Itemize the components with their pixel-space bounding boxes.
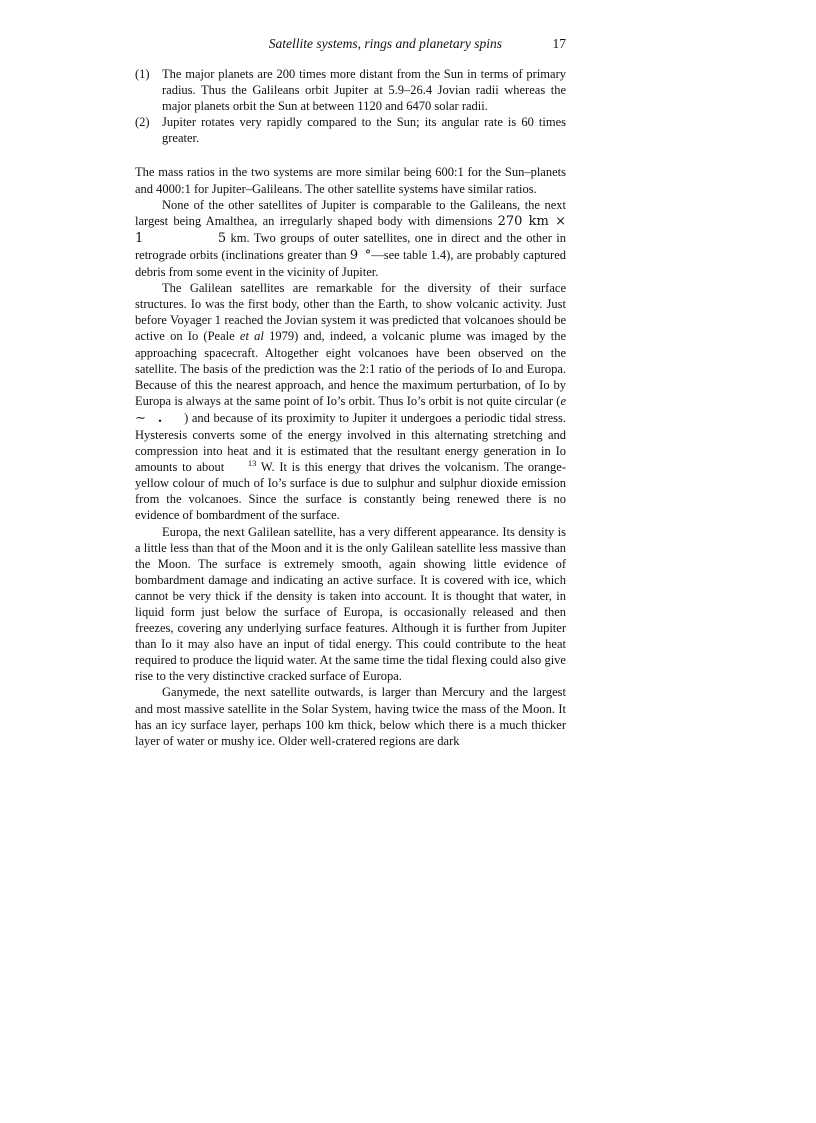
math-dimensions: 270 km ×	[497, 213, 566, 229]
paragraph-ganymede: Ganymede, the next satellite outwards, is larger than Mercury and the largest and most massive satellite in the Solar System, having twice the mass of the Moon. It has an icy surface layer, perhaps 100 km thick, below which there is a much thicker layer of water or mushy ice. Older well-cratered regions are dark	[135, 685, 566, 748]
list-marker: (2)	[135, 115, 150, 130]
page-number: 17	[552, 36, 566, 51]
p2-text-c: —see table 1.4), are probably captured debris from some event in the vicinity of Jupiter.	[135, 247, 567, 280]
p3-text-b: 1979) and, indeed, a volcanic plume was imaged by the approaching spacecraft. Altogether eight volcanoes have been observed on the satellite. The basis of the prediction was the 2:1 ratio of the periods of Io and Europa. Because of this the nearest approach, and hence the maximum perturbation, of Io by Europa is always at the same point of Io’s orbit. Thus Io’s orbit is not quite circular (	[135, 329, 567, 408]
citation-et-al: et al	[239, 329, 264, 344]
math-degree: °	[364, 247, 372, 263]
list-marker: (1)	[135, 67, 150, 81]
math-one: 1	[135, 230, 144, 246]
paragraph-io	[135, 280, 566, 523]
p3-text-c: ) and because of its proximity to Jupiter it undergoes a periodic tidal stress. Hysteresis converts some of the energy involved in this alternating stretching and compression into heat and it is estimated that the resultant energy generation in Io amounts to about	[135, 410, 566, 475]
running-header	[135, 34, 566, 54]
list-item-text: The major planets are 200 times more distant from the Sun in terms of primary radius. Thus the Galileans orbit Jupiter at 5.9–26.4 Jovian radii whereas the major planets orbit the Sun at between 1120 and 6470 solar radii.	[162, 67, 566, 114]
math-nine: 9	[349, 247, 359, 263]
running-title: Satellite systems, rings and planetary spins	[268, 36, 502, 51]
list-item-text: Jupiter rotates very rapidly compared to the Sun; its angular rate is 60 times greater.	[162, 115, 566, 146]
math-sim: ∼	[135, 410, 151, 426]
page-body	[135, 34, 566, 749]
math-dot: .	[157, 410, 163, 426]
paragraph-mass-ratios: The mass ratios in the two systems are more similar being 600:1 for the Sun–planets and 4000:1 for Jupiter–Galileans. The other satellite systems have similar ratios.	[135, 165, 566, 196]
paragraph-europa: Europa, the next Galilean satellite, has a very different appearance. Its density is a little less than that of the Moon and it is the only Galilean satellite less massive than the Moon. The surface is extremely smooth, again showing little evidence of bombardment damage and indicating an active surface. It is covered with ice, which cannot be very thick if the density is taken into account. It is thought that water, in liquid form just below the surface of Europa, is occasionally released and then freezes, covering any underlying surface features. Although it is further from Jupiter than Io it may also have an input of tidal energy. This could contribute to the heat required to produce the liquid water. At the same time the tidal flexing could also give rise to the very distinctive cracked surface of Europa.	[135, 524, 566, 684]
paragraph-amalthea	[135, 197, 566, 280]
math-e: e	[560, 393, 566, 408]
p2-text-b: km. Two groups of outer satellites, one in direct and the other in retrograde orbits (inclinations greater than	[135, 230, 566, 262]
p3-text-a: The Galilean satellites are remarkable for the diversity of their surface structures. Io was the first body, other than the Earth, to show volcanic activity. Just before Voyager 1 reached the Jovian system it was predicted that volcanoes should be active on Io (Peale	[135, 281, 566, 344]
math-five: 5	[217, 230, 227, 246]
numbered-list	[135, 66, 566, 146]
p3-text-d: W. It is this energy that drives the volcanism. The orange-yellow colour of much of Io’s surface is due to sulphur and sulphur dioxide emission from the volcanoes. Since the surface is constantly being renewed there is no evidence of bombardment of the surface.	[135, 460, 567, 523]
math-exponent: 13	[247, 458, 257, 468]
list-item	[135, 114, 566, 146]
list-item	[135, 66, 566, 114]
p2-text-a: None of the other satellites of Jupiter is comparable to the Galileans, the next largest being Amalthea, an irregularly shaped body with dimensions	[135, 197, 566, 228]
